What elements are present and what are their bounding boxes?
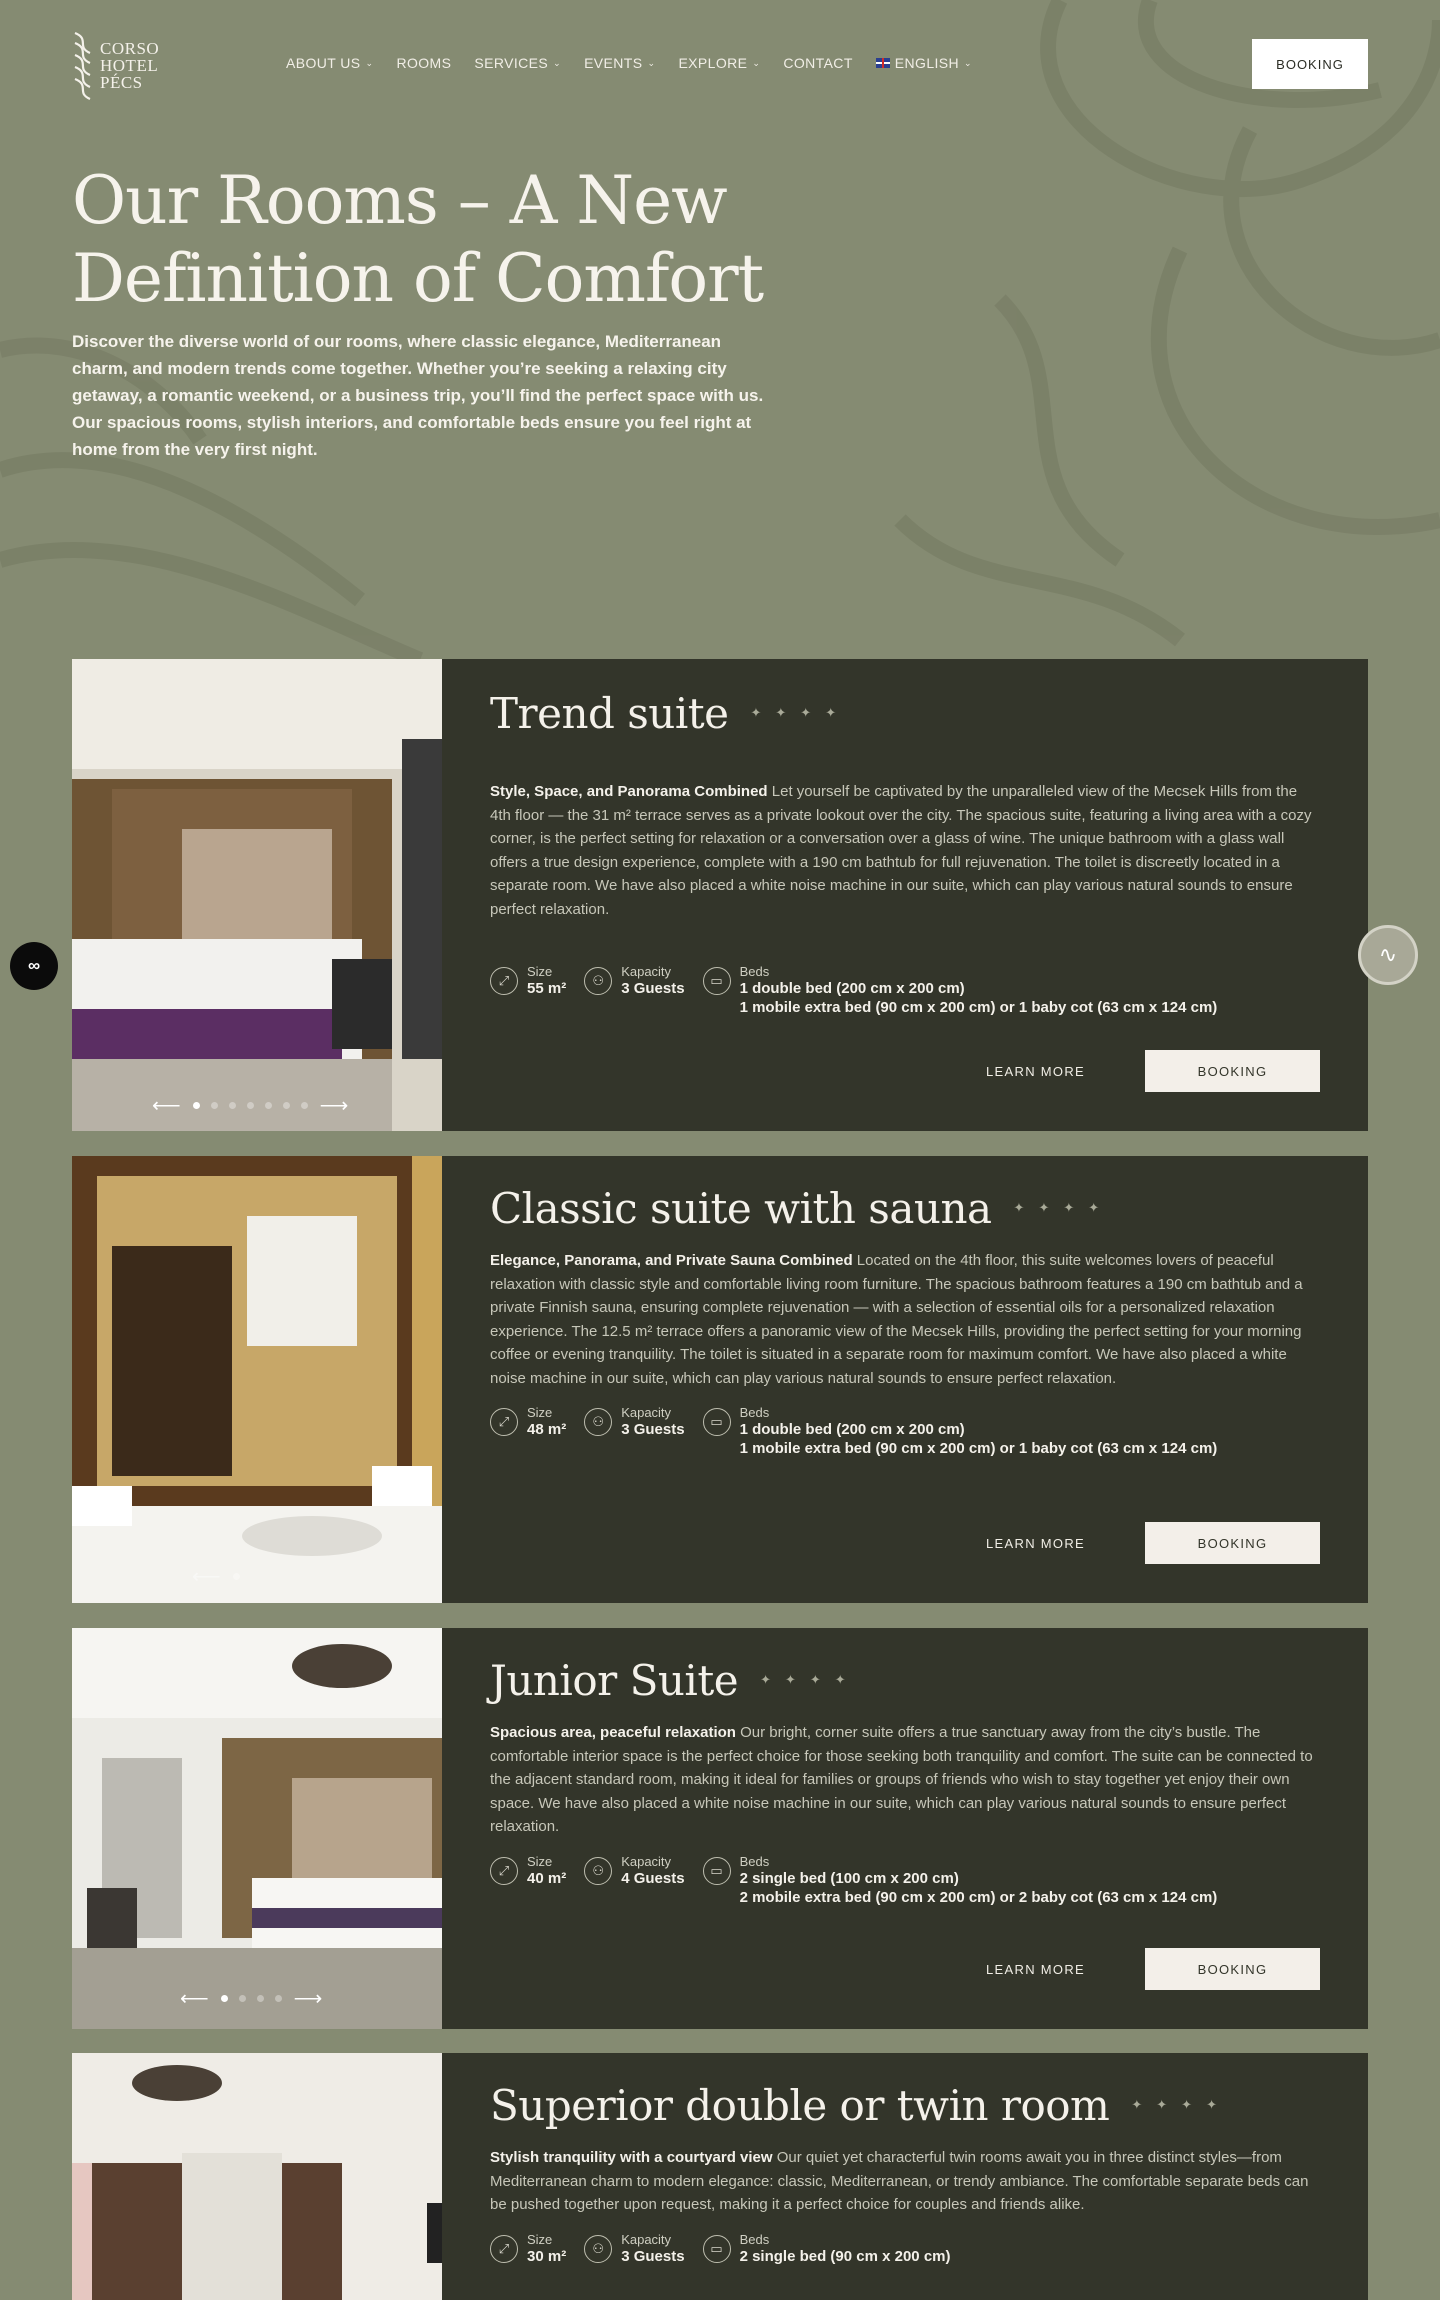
spec-value: 3 Guests bbox=[621, 1421, 685, 1438]
room-lead: Spacious area, peaceful relaxation bbox=[490, 1724, 736, 1741]
room-specs bbox=[490, 965, 1320, 1017]
room-info bbox=[490, 1656, 1320, 1907]
carousel-dot[interactable] bbox=[193, 1102, 200, 1109]
spec-value: 1 double bed (200 cm x 200 cm) bbox=[739, 1421, 965, 1438]
booking-button[interactable]: BOOKING bbox=[1145, 1948, 1320, 1990]
carousel-dot[interactable] bbox=[239, 1995, 246, 2002]
learn-more-button[interactable]: LEARN MORE bbox=[986, 1535, 1085, 1551]
carousel-dot[interactable] bbox=[275, 1995, 282, 2002]
room-lead: Stylish tranquility with a courtyard view bbox=[490, 2149, 773, 2166]
room-photo-bedroom bbox=[72, 659, 442, 1131]
room-specs bbox=[490, 1855, 1320, 1907]
room-description: Stylish tranquility with a courtyard view Our quiet yet characterful twin rooms await you in three distinct styles—from Mediterranean charm to modern elegance: classic, Mediterranean, or trendy ambiance. The comfortable separate beds can be pushed together upon request, making it a perfect choice for couples and friends alike. bbox=[490, 2149, 1309, 2213]
size-icon: ⤢ bbox=[490, 1857, 518, 1885]
room-card-classic-suite-sauna bbox=[72, 1156, 1368, 1603]
star-rating-icon: ✦✦✦✦ bbox=[760, 1673, 860, 1688]
room-specs bbox=[490, 1406, 1320, 1458]
room-title: Classic suite with sauna ✦✦✦✦ bbox=[490, 1184, 1114, 1233]
room-photo bbox=[72, 659, 442, 1131]
spec-value: 4 Guests bbox=[621, 1869, 685, 1887]
room-specs bbox=[490, 2233, 1320, 2266]
room-description: Style, Space, and Panorama Combined Let yourself be captivated by the unparalleled view of the Mecsek Hills from the 4th floor — the 31 m² terrace serves as a private lookout over the city. The spacious suite, featuring a living area with a cozy corner, is the perfect setting for relaxation or a conversation over a glass of wine. The unique bathroom with a glass wall offers a true design experience, complete with a 190 cm bathtub for full rejuvenation. The toilet is discreetly located in a separate room. We have also placed a white noise machine in our suite, which can play various natural sounds to ensure perfect relaxation. bbox=[490, 783, 1312, 918]
hotel-logo[interactable] bbox=[72, 28, 172, 102]
photo-carousel-controls bbox=[152, 1093, 348, 1118]
spec-label: Kapacity bbox=[621, 1853, 672, 1869]
room-lead: Elegance, Panorama, and Private Sauna Combined bbox=[490, 1252, 853, 1269]
arrow-right-icon[interactable]: ⟶ bbox=[319, 1095, 349, 1117]
room-photo-junior-suite bbox=[72, 1628, 442, 2029]
size-icon: ⤢ bbox=[490, 967, 518, 995]
guests-icon: ⚇ bbox=[584, 2235, 612, 2263]
star-rating-icon: ✦✦✦✦ bbox=[1131, 2098, 1231, 2113]
nav-about-us[interactable]: ABOUT US ⌄ bbox=[286, 55, 374, 71]
room-info bbox=[490, 1184, 1320, 1458]
spec-label: Size bbox=[527, 964, 553, 979]
room-card-trend-suite bbox=[72, 659, 1368, 1131]
nav-contact[interactable]: CONTACT bbox=[783, 55, 853, 71]
room-description: Spacious area, peaceful relaxation Our bright, corner suite offers a true sanctuary away from the city’s bustle. The comfortable interior space is the perfect choice for those seeking both tranquility and comfort. The suite can be connected to the adjacent standard room, making it ideal for families or groups of friends who wish to stay together yet enjoy their own space. We have also placed a white noise machine in our suite, which can play various natural sounds to ensure perfect relaxation. bbox=[490, 1724, 1313, 1835]
spec-value: 40 m² bbox=[527, 1869, 567, 1887]
arrow-left-icon[interactable]: ⟵ bbox=[152, 1095, 181, 1117]
spec-value: 2 mobile extra bed (90 cm x 200 cm) or 2 baby cot (63 cm x 124 cm) bbox=[739, 1888, 1218, 1906]
spec-beds bbox=[703, 2233, 951, 2266]
chevron-down-icon: ⌄ bbox=[647, 57, 656, 68]
spec-label: Kapacity bbox=[621, 964, 672, 979]
spec-value: 1 double bed (200 cm x 200 cm) bbox=[739, 980, 965, 997]
main-nav bbox=[286, 55, 972, 71]
room-actions bbox=[986, 1522, 1320, 1564]
carousel-dot[interactable] bbox=[301, 1102, 308, 1109]
chevron-down-icon: ⌄ bbox=[553, 57, 562, 68]
spec-beds bbox=[703, 1406, 1218, 1458]
nav-rooms[interactable]: ROOMS bbox=[396, 55, 452, 71]
carousel-dot[interactable] bbox=[221, 1995, 228, 2002]
site-header bbox=[72, 28, 1368, 102]
spec-label: Beds bbox=[739, 1405, 770, 1420]
spec-value: 3 Guests bbox=[621, 2247, 685, 2265]
chevron-down-icon: ⌄ bbox=[752, 57, 761, 68]
room-title: Junior Suite ✦✦✦✦ bbox=[490, 1656, 860, 1705]
carousel-dot[interactable] bbox=[229, 1102, 236, 1109]
spec-value: 1 mobile extra bed (90 cm x 200 cm) or 1 baby cot (63 cm x 124 cm) bbox=[739, 1440, 1218, 1457]
carousel-dot[interactable] bbox=[233, 1573, 240, 1580]
arrow-left-icon[interactable]: ⟵ bbox=[192, 1566, 221, 1588]
spec-value: 1 mobile extra bed (90 cm x 200 cm) or 1 baby cot (63 cm x 124 cm) bbox=[739, 999, 1218, 1016]
spec-value: 3 Guests bbox=[621, 980, 685, 997]
bed-icon: ▭ bbox=[703, 967, 731, 995]
logo-text: CORSO HOTEL PÉCS bbox=[100, 38, 160, 92]
chat-icon[interactable]: ∿ bbox=[1358, 925, 1418, 985]
spec-beds bbox=[703, 965, 1218, 1017]
arrow-left-icon[interactable]: ⟵ bbox=[180, 1988, 209, 2010]
carousel-dots bbox=[221, 1995, 282, 2002]
size-icon: ⤢ bbox=[490, 1408, 518, 1436]
bed-icon: ▭ bbox=[703, 1408, 731, 1436]
guests-icon: ⚇ bbox=[584, 1408, 612, 1436]
learn-more-button[interactable]: LEARN MORE bbox=[986, 1063, 1085, 1079]
spec-label: Size bbox=[527, 1853, 553, 1869]
photo-carousel-controls bbox=[192, 1564, 240, 1589]
language-selector[interactable]: ENGLISH ⌄ bbox=[876, 55, 972, 71]
spec-beds bbox=[703, 1855, 1218, 1907]
room-lead: Style, Space, and Panorama Combined bbox=[490, 783, 768, 800]
room-actions bbox=[986, 1948, 1320, 1990]
spec-label: Beds bbox=[739, 964, 770, 979]
room-card-junior-suite bbox=[72, 1628, 1368, 2029]
bed-icon: ▭ bbox=[703, 1857, 731, 1885]
spec-capacity bbox=[584, 1855, 684, 1888]
accessibility-icon[interactable]: ∞ bbox=[10, 942, 58, 990]
room-title: Trend suite ✦✦✦✦ bbox=[490, 689, 851, 738]
room-actions bbox=[986, 1050, 1320, 1092]
spec-value: 48 m² bbox=[527, 1421, 567, 1438]
carousel-dot[interactable] bbox=[257, 1995, 264, 2002]
spec-value: 2 single bed (100 cm x 200 cm) bbox=[739, 1869, 959, 1887]
carousel-dot[interactable] bbox=[283, 1102, 290, 1109]
spec-size bbox=[490, 965, 566, 998]
room-photo-bathroom bbox=[72, 1156, 442, 1603]
room-photo-superior bbox=[72, 2053, 442, 2300]
star-rating-icon: ✦✦✦✦ bbox=[1013, 1201, 1114, 1216]
guests-icon: ⚇ bbox=[584, 967, 612, 995]
spec-size bbox=[490, 1406, 566, 1439]
spec-label: Kapacity bbox=[621, 1405, 672, 1420]
spec-capacity bbox=[584, 2233, 684, 2266]
spec-size bbox=[490, 2233, 566, 2266]
booking-button[interactable]: BOOKING bbox=[1145, 1522, 1320, 1564]
spec-label: Size bbox=[527, 1405, 553, 1420]
spec-label: Beds bbox=[739, 2231, 770, 2247]
arrow-right-icon[interactable]: ⟶ bbox=[293, 1988, 323, 2010]
nav-services[interactable]: SERVICES ⌄ bbox=[474, 55, 562, 71]
carousel-dots bbox=[233, 1573, 240, 1580]
spec-label: Size bbox=[527, 2231, 553, 2247]
nav-explore[interactable]: EXPLORE ⌄ bbox=[678, 55, 761, 71]
guests-icon: ⚇ bbox=[584, 1857, 612, 1885]
star-rating-icon: ✦✦✦✦ bbox=[750, 706, 851, 721]
size-icon: ⤢ bbox=[490, 2235, 518, 2263]
chevron-down-icon: ⌄ bbox=[365, 57, 374, 68]
chevron-down-icon: ⌄ bbox=[964, 57, 972, 68]
room-photo bbox=[72, 1628, 442, 2029]
spec-value: 55 m² bbox=[527, 980, 567, 997]
carousel-dots bbox=[193, 1102, 308, 1109]
logo-mark-icon bbox=[72, 29, 94, 101]
room-photo bbox=[72, 1156, 442, 1603]
booking-button[interactable]: BOOKING bbox=[1145, 1050, 1320, 1092]
photo-carousel-controls bbox=[180, 1986, 322, 2011]
spec-label: Beds bbox=[739, 1853, 770, 1869]
bed-icon: ▭ bbox=[703, 2235, 731, 2263]
room-info bbox=[490, 689, 1320, 1017]
spec-label: Kapacity bbox=[621, 2231, 672, 2247]
spec-capacity bbox=[584, 1406, 684, 1439]
learn-more-button[interactable]: LEARN MORE bbox=[986, 1961, 1085, 1977]
spec-size bbox=[490, 1855, 566, 1888]
page-title: Our Rooms – A New Definition of Comfort bbox=[72, 162, 764, 317]
nav-events[interactable]: EVENTS ⌄ bbox=[584, 55, 656, 71]
hero-intro: Discover the diverse world of our rooms, where classic elegance, Mediterranean charm, and modern trends come together. Whether you’re seeking a relaxing city getaway, a romantic weekend, or a business trip, you’ll find the perfect space with us. Our spacious rooms, stylish interiors, and comfortable beds ensure you feel right at home from the very first night. bbox=[72, 332, 764, 459]
carousel-dot[interactable] bbox=[265, 1102, 272, 1109]
carousel-dot[interactable] bbox=[211, 1102, 218, 1109]
spec-capacity bbox=[584, 965, 684, 998]
room-card-superior-double-twin bbox=[72, 2053, 1368, 2300]
room-description: Elegance, Panorama, and Private Sauna Combined Located on the 4th floor, this suite welcomes lovers of peaceful relaxation with classic style and comfortable living room furniture. The spacious bathroom features a 190 cm bathtub and a private Finnish sauna, ensuring complete rejuvenation — with a selection of essential oils for a personalized relaxation experience. The 12.5 m² terrace offers a panoramic view of the Mecsek Hills, providing the perfect setting for your morning coffee or evening tranquility. The toilet is situated in a separate room for maximum comfort. We have also placed a white noise machine in our suite, which can play various natural sounds to ensure perfect relaxation. bbox=[490, 1252, 1303, 1387]
header-booking-button[interactable]: BOOKING bbox=[1252, 39, 1368, 89]
room-info bbox=[490, 2081, 1320, 2266]
spec-value: 30 m² bbox=[527, 2247, 567, 2265]
room-title: Superior double or twin room ✦✦✦✦ bbox=[490, 2081, 1231, 2130]
room-photo bbox=[72, 2053, 442, 2300]
uk-flag-icon bbox=[876, 58, 890, 68]
spec-value: 2 single bed (90 cm x 200 cm) bbox=[739, 2247, 951, 2265]
carousel-dot[interactable] bbox=[247, 1102, 254, 1109]
